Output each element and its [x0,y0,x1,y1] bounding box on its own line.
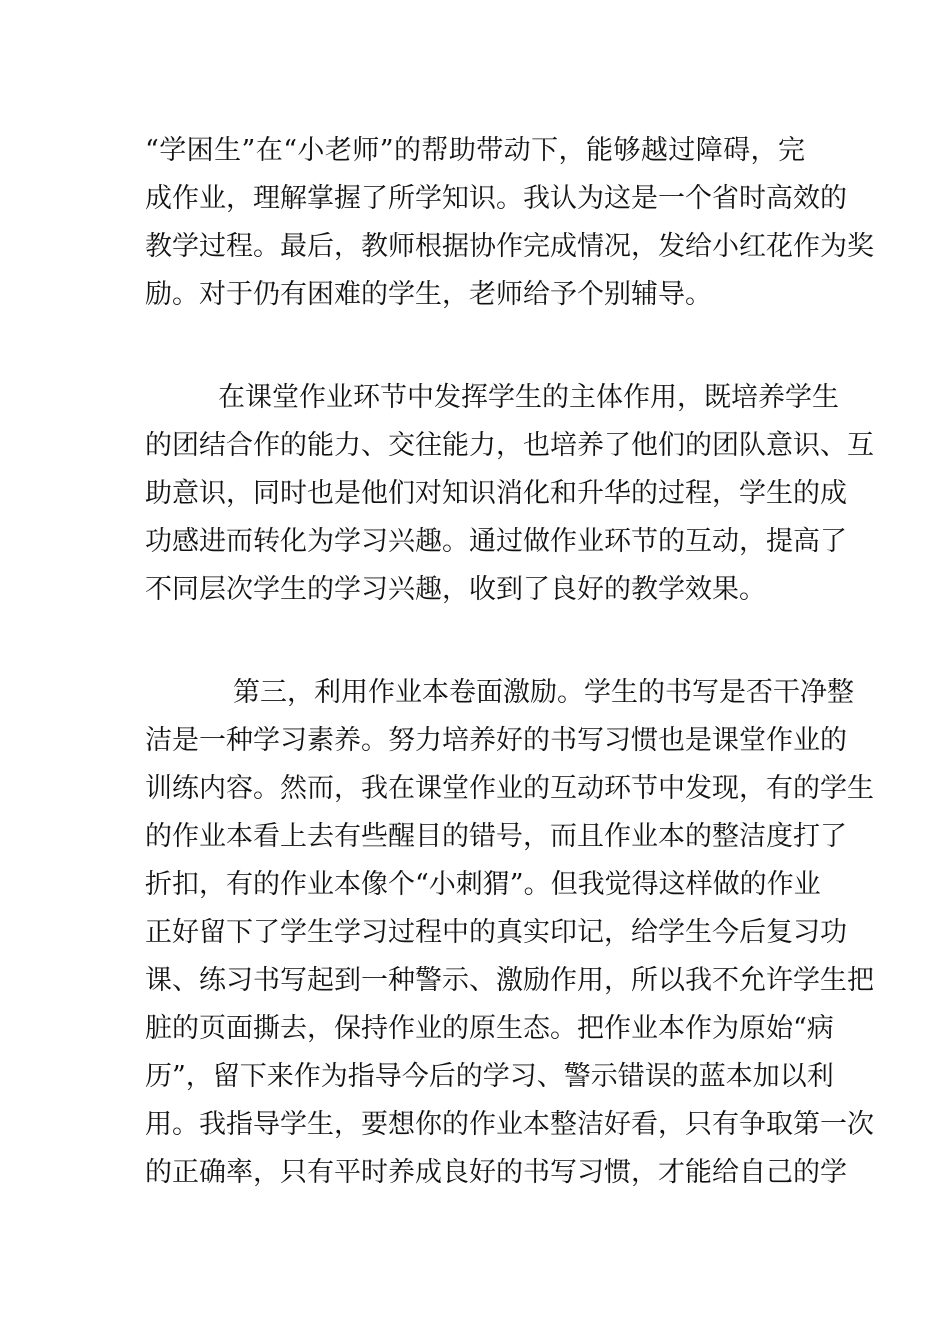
paragraph-3-line-9: 历”，留下来作为指导今后的学习、警示错误的蓝本加以利 [145,1061,834,1092]
paragraph-1-line-1: “学困生”在“小老师”的帮助带动下，能够越过障碍，完 [145,135,805,166]
paragraph-3-line-10: 用。我指导学生，要想你的作业本整洁好看，只有争取第一次 [145,1109,874,1140]
paragraph-1-line-4: 励。对于仍有困难的学生，老师给予个别辅导。 [145,279,712,310]
paragraph-3-line-1: 第三，利用作业本卷面激励。学生的书写是否干净整 [233,677,854,708]
paragraph-3-line-2: 洁是一种学习素养。努力培养好的书写习惯也是课堂作业的 [145,725,847,756]
paragraph-1-line-2: 成作业，理解掌握了所学知识。我认为这是一个省时高效的 [145,183,847,214]
paragraph-3-line-3: 训练内容。然而，我在课堂作业的互动环节中发现，有的学生 [145,773,874,804]
paragraph-3-line-4: 的作业本看上去有些醒目的错号，而且作业本的整洁度打了 [145,821,847,852]
paragraph-1-line-3: 教学过程。最后，教师根据协作完成情况，发给小红花作为奖 [145,231,874,262]
paragraph-3-line-5: 折扣，有的作业本像个“小刺猬”。但我觉得这样做的作业 [145,869,821,900]
paragraph-3-line-7: 课、练习书写起到一种警示、激励作用，所以我不允许学生把 [145,965,874,996]
paragraph-3-line-8: 脏的页面撕去，保持作业的原生态。把作业本作为原始“病 [145,1013,834,1044]
paragraph-2-line-1: 在课堂作业环节中发挥学生的主体作用，既培养学生 [218,382,839,413]
paragraph-2-line-4: 功感进而转化为学习兴趣。通过做作业环节的互动，提高了 [145,526,847,557]
paragraph-2-line-5: 不同层次学生的学习兴趣，收到了良好的教学效果。 [145,574,766,605]
paragraph-2-line-2: 的团结合作的能力、交往能力，也培养了他们的团队意识、互 [145,430,874,461]
paragraph-3-line-11: 的正确率，只有平时养成良好的书写习惯，才能给自己的学 [145,1157,847,1188]
paragraph-3-line-6: 正好留下了学生学习过程中的真实印记，给学生今后复习功 [145,917,847,948]
paragraph-2-line-3: 助意识，同时也是他们对知识消化和升华的过程，学生的成 [145,478,847,509]
